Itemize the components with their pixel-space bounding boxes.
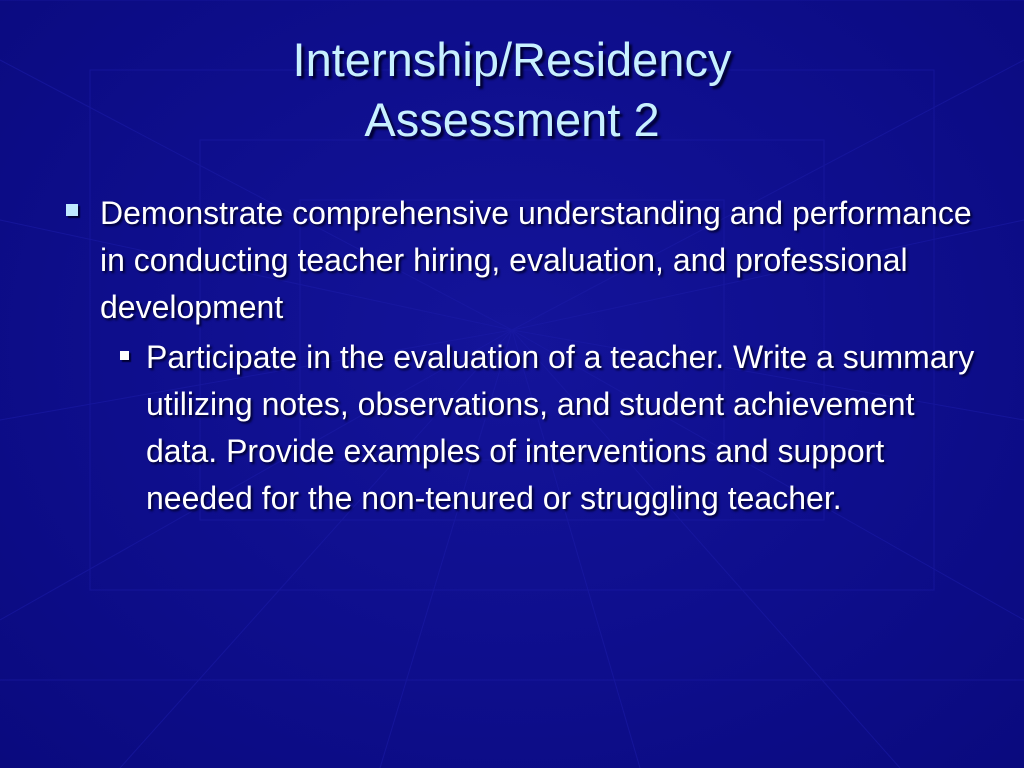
bullet-text-level2: Participate in the evaluation of a teacher. Write a summary utilizing notes, observations, and student achievement data. Provide examples of interventions and support needed for the non-tenured or struggling teacher. (146, 339, 975, 516)
bullet-item-level1 (62, 190, 982, 331)
bullet-item-level2 (146, 334, 976, 522)
title-line-1: Internship/Residency (292, 33, 732, 86)
square-bullet-icon (66, 204, 78, 216)
bullet-text-level1: Demonstrate comprehensive understanding and performance in conducting teacher hiring, evaluation, and professional development (100, 195, 972, 325)
slide-body (62, 190, 982, 522)
slide-title (0, 30, 1024, 150)
title-line-2: Assessment 2 (364, 93, 660, 146)
small-square-bullet-icon (120, 351, 129, 360)
